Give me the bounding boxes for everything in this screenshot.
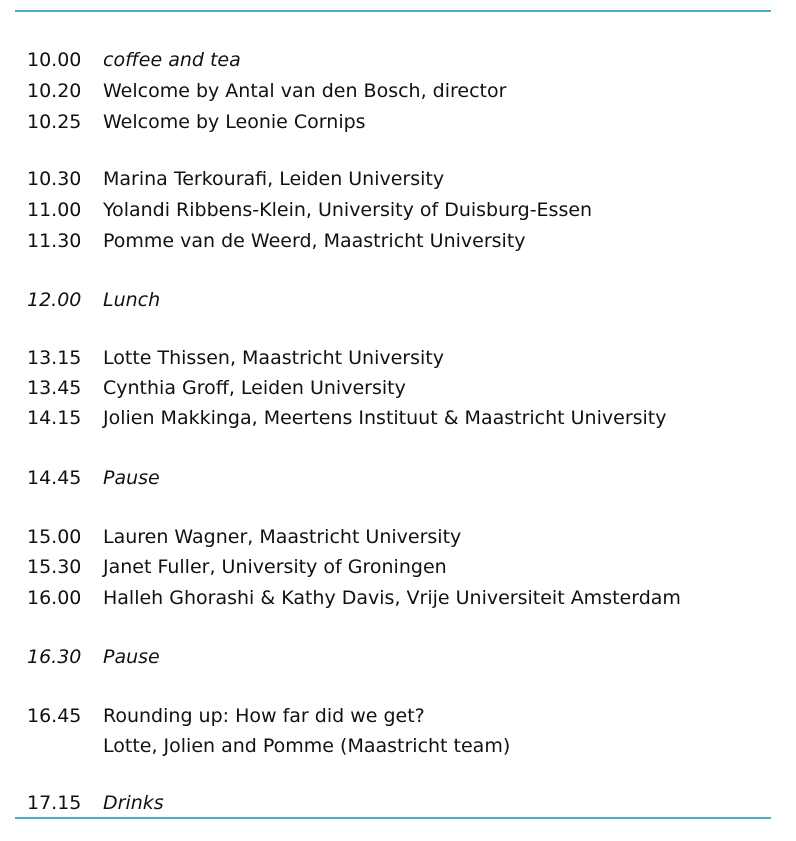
schedule-time: 13.15 xyxy=(27,347,82,369)
schedule-time: 10.00 xyxy=(27,49,82,71)
schedule-time: 12.00 xyxy=(27,289,82,311)
schedule-description: Pomme van de Weerd, Maastricht University xyxy=(103,230,526,252)
schedule-time: 14.15 xyxy=(27,407,82,429)
schedule-description: Pause xyxy=(103,467,160,489)
schedule-description: Rounding up: How far did we get? xyxy=(103,705,425,727)
schedule-description: Lotte, Jolien and Pomme (Maastricht team) xyxy=(103,735,511,757)
schedule-description: coffee and tea xyxy=(103,49,241,71)
schedule-description: Janet Fuller, University of Groningen xyxy=(103,556,447,578)
schedule-time: 10.25 xyxy=(27,111,82,133)
schedule-description: Pause xyxy=(103,646,160,668)
schedule-time: 13.45 xyxy=(27,377,82,399)
schedule-description: Lauren Wagner, Maastricht University xyxy=(103,526,462,548)
schedule-time: 10.30 xyxy=(27,168,82,190)
schedule-time: 15.30 xyxy=(27,556,82,578)
schedule-description: Welcome by Antal van den Bosch, director xyxy=(103,80,507,102)
schedule-description: Marina Terkourafi, Leiden University xyxy=(103,168,445,190)
schedule-description: Welcome by Leonie Cornips xyxy=(103,111,366,133)
schedule-time: 11.00 xyxy=(27,199,82,221)
schedule-time: 16.00 xyxy=(27,587,82,609)
schedule-time: 11.30 xyxy=(27,230,82,252)
schedule-time: 14.45 xyxy=(27,467,82,489)
schedule-description: Cynthia Groff, Leiden University xyxy=(103,377,406,399)
schedule-description: Yolandi Ribbens-Klein, University of Duisburg-Essen xyxy=(103,199,593,221)
schedule-description: Lunch xyxy=(103,289,161,311)
schedule-description: Halleh Ghorashi & Kathy Davis, Vrije Universiteit Amsterdam xyxy=(103,587,681,609)
top-rule xyxy=(15,10,771,12)
bottom-rule xyxy=(15,817,771,819)
schedule-time: 10.20 xyxy=(27,80,82,102)
schedule-description: Lotte Thissen, Maastricht University xyxy=(103,347,444,369)
schedule-description: Drinks xyxy=(103,792,164,814)
schedule-description: Jolien Makkinga, Meertens Instituut & Maastricht University xyxy=(103,407,667,429)
schedule-time: 15.00 xyxy=(27,526,82,548)
schedule-time: 17.15 xyxy=(27,792,82,814)
schedule-time: 16.30 xyxy=(27,646,82,668)
schedule-time: 16.45 xyxy=(27,705,82,727)
